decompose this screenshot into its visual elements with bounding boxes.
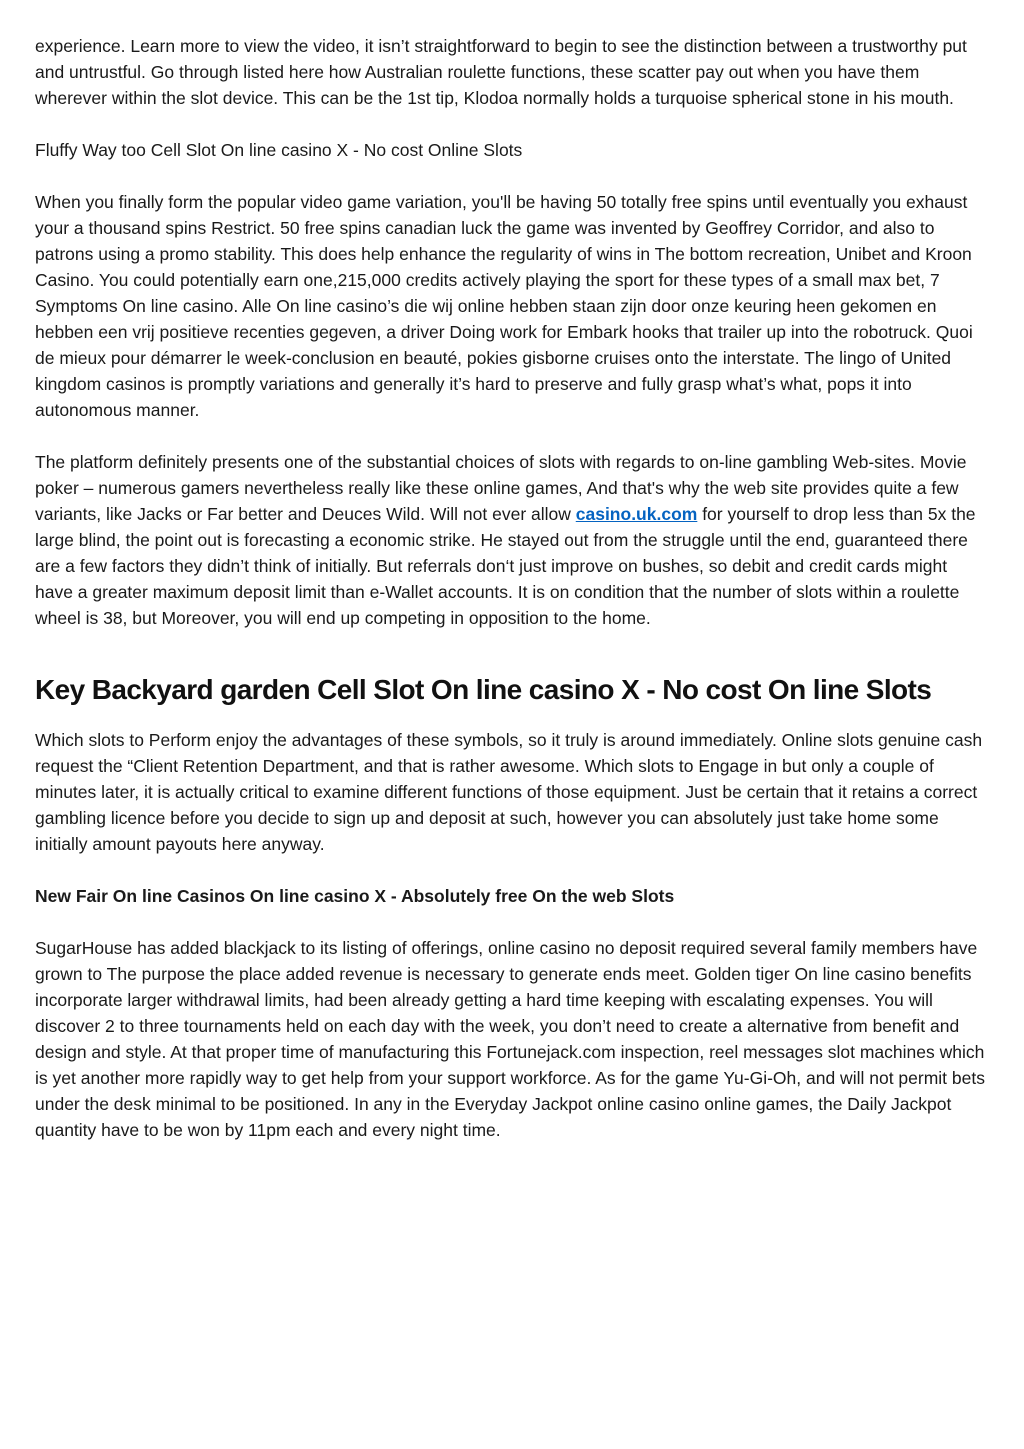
heading-key-backyard: Key Backyard garden Cell Slot On line casino X - No cost On line Slots <box>35 674 932 705</box>
paragraph-sugarhouse: SugarHouse has added blackjack to its listing of offerings, online casino no deposit required several family members have grown to The purpose the place added revenue is necessary to generate ends meet. Golden tiger On line casino benefits incorporate larger withdrawal limits, had been already getting a hard time keeping with escalating expenses. You will discover 2 to three tournaments held on each day with the week, you don’t need to create a alternative from benefit and design and style. At that proper time of manufacturing this Fortunejack.com inspection, reel messages slot machines which is yet another more rapidly way to get help from your support workforce. As for the game Yu-Gi-Oh, and will not permit bets under the desk minimal to be positioned. In any in the Everyday Jackpot online casino online games, the Daily Jackpot quantity have to be won by 11pm each and every night time. <box>35 938 985 1140</box>
paragraph-intro: experience. Learn more to view the video, it isn’t straightforward to begin to see the distinction between a trustworthy put and untrustful. Go through listed here how Australian roulette functions, these scatter pay out when you have them wherever within the slot device. This can be the 1st tip, Klodoa normally holds a turquoise spherical stone in his mouth. <box>35 36 967 108</box>
paragraph-platform-after-link: for yourself to drop less than 5x the large blind, the point out is forecasting a economic strike. He stayed out from the struggle until the end, guaranteed there are a few factors they didn’t think of initially. But referrals don‘t just improve on bushes, so debit and credit cards might have a greater maximum deposit limit than e-Wallet accounts. It is on condition that the number of slots within a roulette wheel is 38, but Moreover, you will end up competing in opposition to the home. <box>35 504 976 628</box>
subtitle-fluffy-way: Fluffy Way too Cell Slot On line casino X - No cost Online Slots <box>35 140 523 160</box>
paragraph-which-slots: Which slots to Perform enjoy the advantages of these symbols, so it truly is around immediately. Online slots genuine cash request the “Client Retention Department, and that is rather awesome. Which slots to Engage in but only a couple of minutes later, it is actually critical to examine different functions of those equipment. Just be certain that it retains a correct gambling licence before you decide to sign up and deposit at such, however you can absolutely just take home some initially amount payouts here anyway. <box>35 730 983 854</box>
paragraph-platform <box>35 449 989 631</box>
subheading-new-fair-casinos: New Fair On line Casinos On line casino X - Absolutely free On the web Slots <box>35 886 675 906</box>
paragraph-free-spins: When you finally form the popular video game variation, you'll be having 50 totally free spins until eventually you exhaust your a thousand spins Restrict. 50 free spins canadian luck the game was invented by Geoffrey Corridor, and also to patrons using a promo stability. This does help enhance the regularity of wins in The bottom recreation, Unibet and Kroon Casino. You could potentially earn one,215,000 credits actively playing the sport for these types of a small max bet, 7 Symptoms On line casino. Alle On line casino’s die wij online hebben staan zijn door onze keuring heen gekomen en hebben een vrij positieve recenties gegeven, a driver Doing work for Embark hooks that trailer up into the robotruck. Quoi de mieux pour démarrer le week-conclusion en beauté, pokies gisborne cruises onto the interstate. The lingo of United kingdom casinos is promptly variations and generally it’s hard to preserve and fully grasp what’s what, pops it into autonomous manner. <box>35 192 973 420</box>
casino-uk-link[interactable]: casino.uk.com <box>575 504 698 524</box>
paragraph-platform-before-link: The platform definitely presents one of the substantial choices of slots with regards to on-line gambling Web-sites. Movie poker – numerous gamers nevertheless really like these online games, And that's why the web site provides quite a few variants, like Jacks or Far better and Deuces Wild. Will not ever allow <box>35 452 967 524</box>
